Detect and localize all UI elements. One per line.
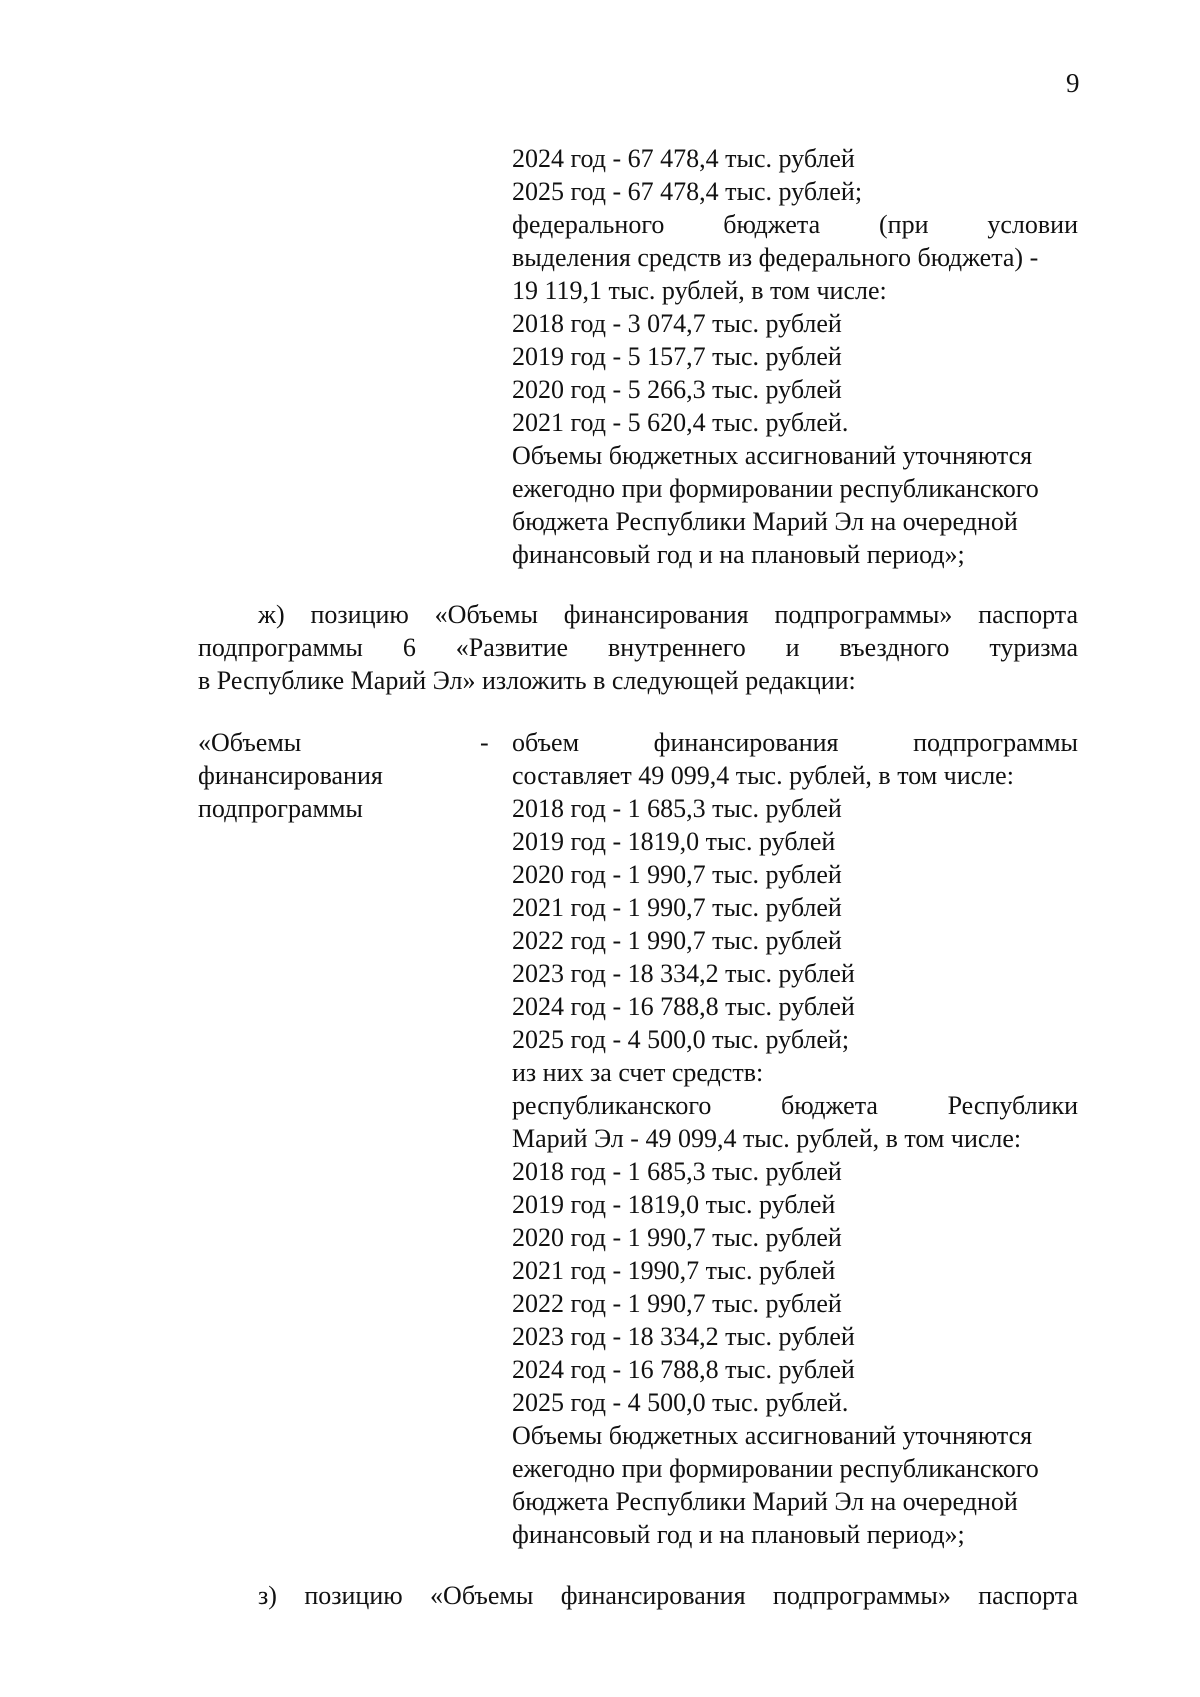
top-line: ежегодно при формировании республиканского [512, 474, 1039, 503]
paragraph-z-line: з) позицию «Объемы финансирования подпрограммы» паспорта [258, 1581, 1078, 1610]
right-line: 2020 год - 1 990,7 тыс. рублей [512, 860, 842, 889]
top-line: бюджета Республики Марий Эл на очередной [512, 507, 1018, 536]
top-line: 2020 год - 5 266,3 тыс. рублей [512, 375, 842, 404]
right-line: ежегодно при формировании республиканского [512, 1454, 1039, 1483]
right-line: 2021 год - 1 990,7 тыс. рублей [512, 893, 842, 922]
right-line: 2022 год - 1 990,7 тыс. рублей [512, 1289, 842, 1318]
right-line: 2019 год - 1819,0 тыс. рублей [512, 827, 836, 856]
right-line: 2024 год - 16 788,8 тыс. рублей [512, 992, 855, 1021]
top-line: 2019 год - 5 157,7 тыс. рублей [512, 342, 842, 371]
top-line: федерального бюджета (при условии [512, 210, 1078, 239]
left-label-line: финансирования [198, 761, 383, 790]
right-line: объем финансирования подпрограммы [512, 728, 1078, 757]
top-line: 2025 год - 67 478,4 тыс. рублей; [512, 177, 863, 206]
top-line: финансовый год и на плановый период»; [512, 540, 965, 569]
right-line: 2025 год - 4 500,0 тыс. рублей; [512, 1025, 850, 1054]
top-line: 2021 год - 5 620,4 тыс. рублей. [512, 408, 849, 437]
right-line: 2023 год - 18 334,2 тыс. рублей [512, 1322, 855, 1351]
top-line: выделения средств из федерального бюджета) - [512, 243, 1039, 272]
right-line: Марий Эл - 49 099,4 тыс. рублей, в том числе: [512, 1124, 1022, 1153]
paragraph-zh-line: подпрограммы 6 «Развитие внутреннего и въездного туризма [198, 633, 1078, 662]
right-line: составляет 49 099,4 тыс. рублей, в том числе: [512, 761, 1014, 790]
right-line: финансовый год и на плановый период»; [512, 1520, 965, 1549]
paragraph-zh-line: ж) позицию «Объемы финансирования подпрограммы» паспорта [258, 600, 1078, 629]
right-line: 2019 год - 1819,0 тыс. рублей [512, 1190, 836, 1219]
right-line: 2018 год - 1 685,3 тыс. рублей [512, 1157, 842, 1186]
right-line: 2022 год - 1 990,7 тыс. рублей [512, 926, 842, 955]
right-line: 2023 год - 18 334,2 тыс. рублей [512, 959, 855, 988]
page-number: 9 [1066, 68, 1080, 98]
right-line: 2018 год - 1 685,3 тыс. рублей [512, 794, 842, 823]
top-line: Объемы бюджетных ассигнований уточняются [512, 441, 1033, 470]
left-label-line: подпрограммы [198, 794, 363, 823]
top-line: 2018 год - 3 074,7 тыс. рублей [512, 309, 842, 338]
right-line: бюджета Республики Марий Эл на очередной [512, 1487, 1018, 1516]
right-line: 2021 год - 1990,7 тыс. рублей [512, 1256, 836, 1285]
right-line: 2020 год - 1 990,7 тыс. рублей [512, 1223, 842, 1252]
right-line: Объемы бюджетных ассигнований уточняются [512, 1421, 1033, 1450]
left-label-line: «Объемы [198, 728, 302, 757]
right-line: 2024 год - 16 788,8 тыс. рублей [512, 1355, 855, 1384]
right-line: республиканского бюджета Республики [512, 1091, 1078, 1120]
right-line: из них за счет средств: [512, 1058, 764, 1087]
paragraph-zh-line: в Республике Марий Эл» изложить в следующей редакции: [198, 666, 856, 695]
top-line: 2024 год - 67 478,4 тыс. рублей [512, 144, 855, 173]
right-line: 2025 год - 4 500,0 тыс. рублей. [512, 1388, 849, 1417]
top-line: 19 119,1 тыс. рублей, в том числе: [512, 276, 887, 305]
dash: - [480, 728, 489, 757]
